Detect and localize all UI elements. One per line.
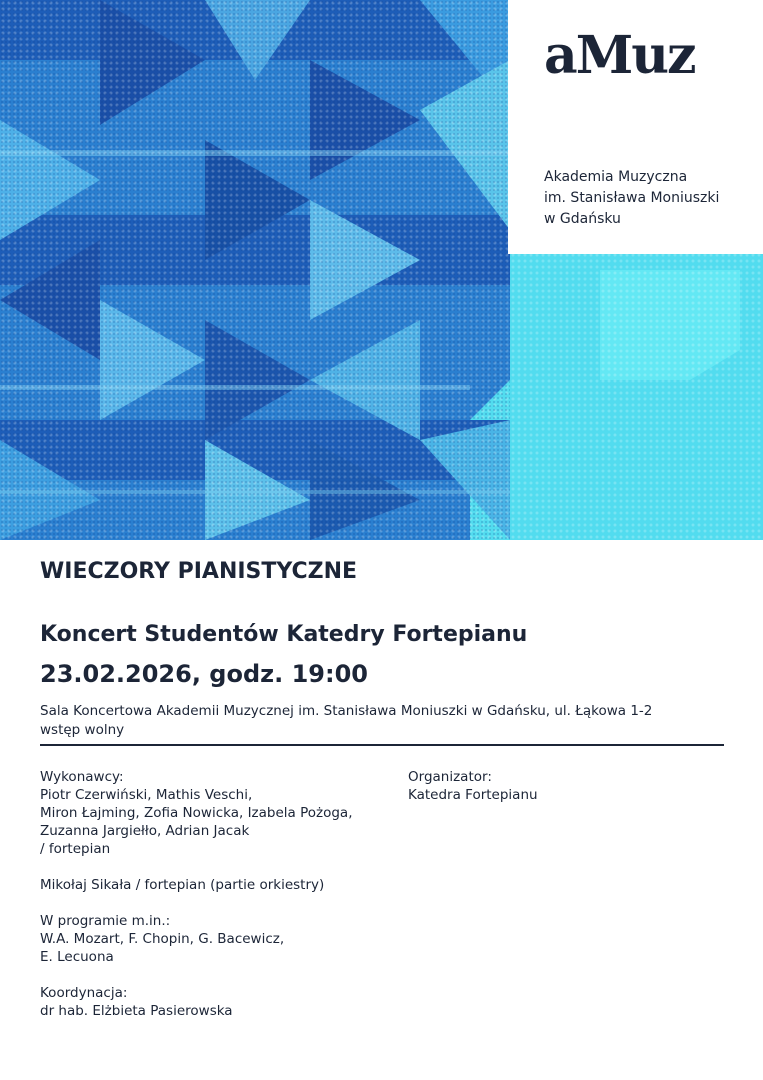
program-line: W.A. Mozart, F. Chopin, G. Bacewicz, [40, 931, 285, 947]
series-title: WIECZORY PIANISTYCZNE [40, 559, 358, 584]
venue-address: Sala Koncertowa Akademii Muzycznej im. Stanisława Moniuszki w Gdańsku, ul. Łąkowa 1-2 [40, 703, 653, 719]
logo-panel [508, 0, 763, 254]
performers-line: Miron Łajming, Zofia Nowicka, Izabela Pożoga, [40, 805, 353, 821]
institution-line: im. Stanisława Moniuszki [544, 190, 720, 206]
institution-line: Akademia Muzyczna [544, 169, 688, 185]
divider [40, 744, 724, 746]
orchestra-part: Mikołaj Sikała / fortepian (partie orkiestry) [40, 877, 325, 893]
performers-line: / fortepian [40, 841, 111, 857]
concert-title: Koncert Studentów Katedry Fortepianu [40, 622, 528, 647]
organizer-name: Katedra Fortepianu [408, 787, 538, 803]
organizer-block [408, 768, 538, 804]
organizer-label: Organizator: [408, 769, 492, 785]
institution-name [544, 167, 719, 230]
institution-line: w Gdańsku [544, 211, 621, 227]
details-left [40, 768, 380, 1038]
performers-label: Wykonawcy: [40, 769, 124, 785]
performers-line: Piotr Czerwiński, Mathis Veschi, [40, 787, 253, 803]
performers-line: Zuzanna Jargiełło, Adrian Jacak [40, 823, 250, 839]
program-line: E. Lecuona [40, 949, 114, 965]
program-block [40, 912, 380, 966]
admission-info: wstęp wolny [40, 722, 125, 738]
coordination-block [40, 984, 380, 1020]
orchestra-block [40, 876, 380, 894]
performers-block [40, 768, 380, 858]
amuz-logo: aMuz [544, 25, 695, 86]
venue-block [40, 702, 652, 740]
coordination-label: Koordynacja: [40, 985, 128, 1001]
program-label: W programie m.in.: [40, 913, 171, 929]
concert-datetime: 23.02.2026, godz. 19:00 [40, 660, 368, 688]
coordinator-name: dr hab. Elżbieta Pasierowska [40, 1003, 233, 1019]
